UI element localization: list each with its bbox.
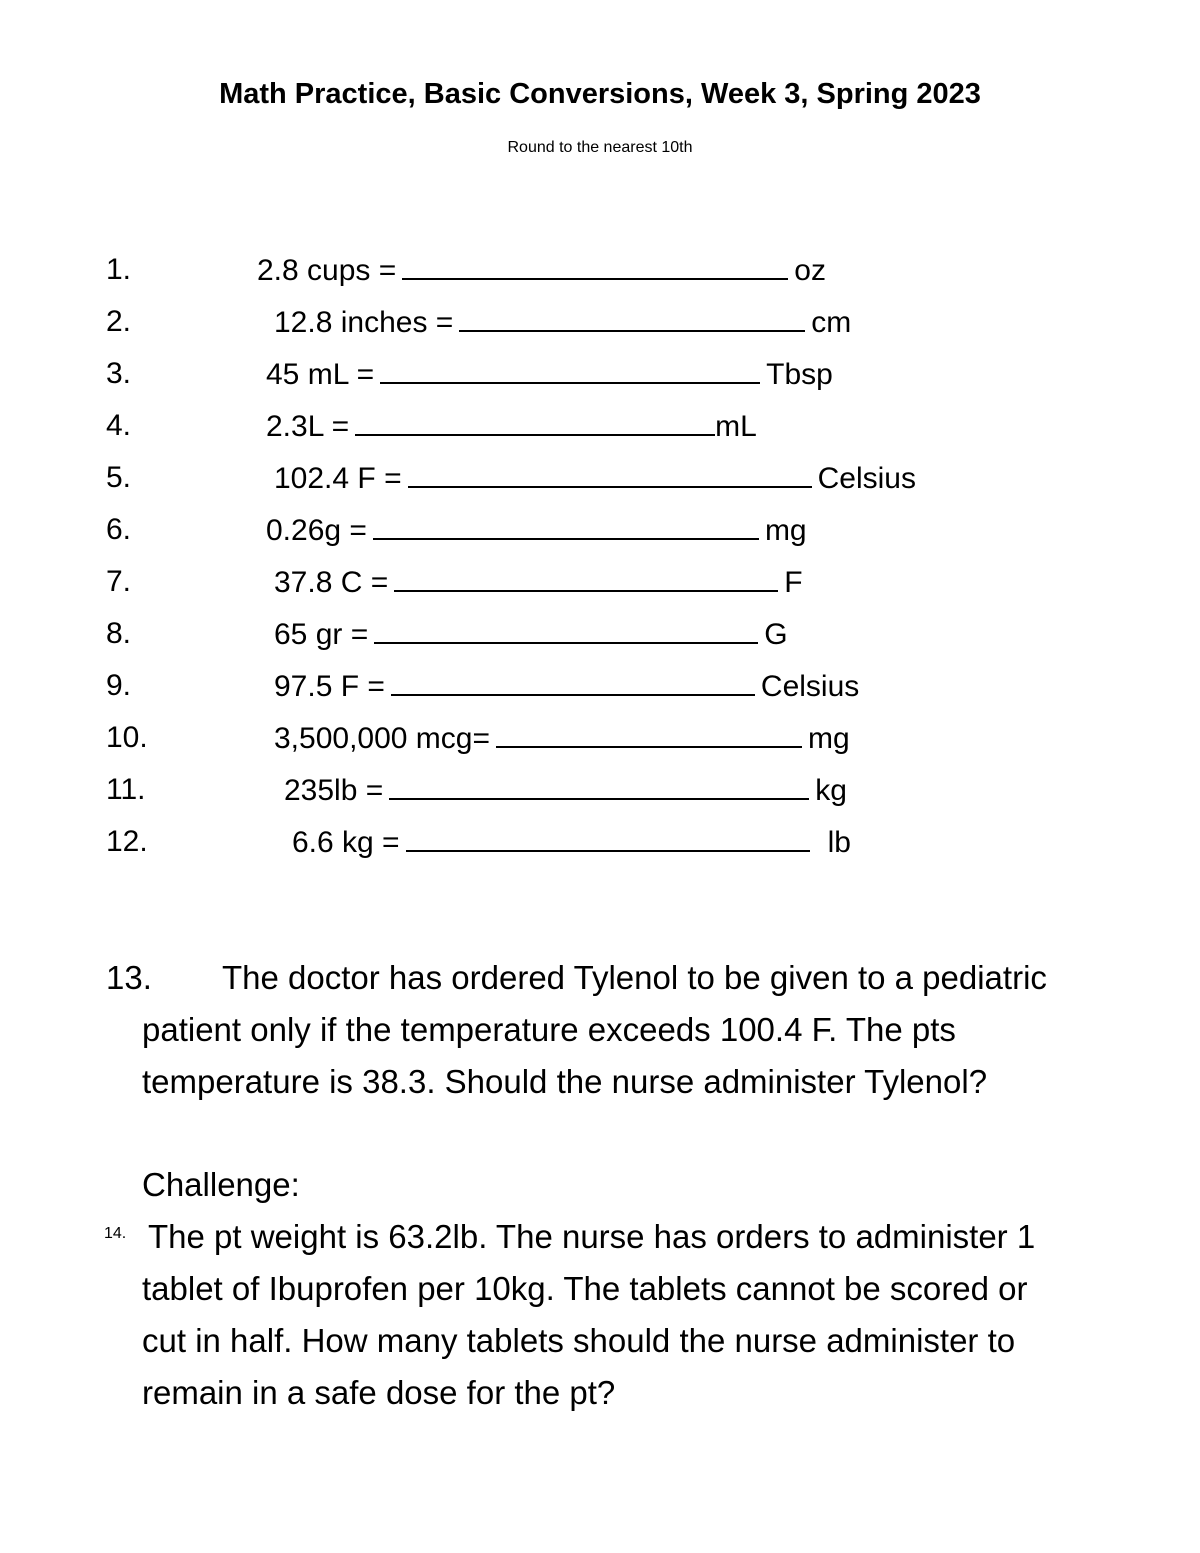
answer-blank[interactable]	[394, 562, 778, 592]
problem-unit: F	[784, 566, 803, 599]
problem-number: 10.	[106, 721, 148, 754]
problem-row	[0, 510, 1200, 562]
problem-body	[274, 458, 916, 499]
problem-14-line: The pt weight is 63.2lb. The nurse has orders to administer 1	[148, 1218, 1036, 1255]
problem-expression: 65 gr =	[274, 618, 369, 651]
problem-number: 9.	[106, 669, 132, 702]
problem-number: 1.	[106, 253, 132, 286]
problem-unit: G	[764, 618, 788, 651]
answer-blank[interactable]	[406, 822, 810, 852]
problem-unit: oz	[794, 254, 826, 287]
problem-expression: 97.5 F =	[274, 670, 385, 703]
problem-row	[0, 822, 1200, 874]
problem-14-line: cut in half. How many tablets should the nurse administer to	[142, 1322, 1016, 1359]
answer-blank[interactable]	[373, 510, 759, 540]
problem-body	[266, 510, 807, 551]
answer-blank[interactable]	[391, 666, 755, 696]
problem-body	[284, 770, 847, 811]
problem-13-number: 13.	[106, 959, 152, 996]
problem-expression: 37.8 C =	[274, 566, 389, 599]
answer-blank[interactable]	[380, 354, 760, 384]
problem-14-line: tablet of Ibuprofen per 10kg. The tablets cannot be scored or	[142, 1270, 1028, 1307]
problem-expression: 0.26g =	[266, 514, 367, 547]
problem-unit: cm	[811, 306, 852, 339]
problem-list	[0, 250, 1200, 874]
problem-unit: mL	[715, 410, 757, 443]
problem-row	[0, 770, 1200, 822]
answer-blank[interactable]	[496, 718, 802, 748]
problem-14-line: remain in a safe dose for the pt?	[142, 1374, 616, 1411]
problem-number: 11.	[106, 773, 146, 806]
problem-unit: mg	[808, 722, 850, 755]
problem-unit: Tbsp	[766, 358, 833, 391]
problem-number: 12.	[106, 825, 148, 858]
problem-row	[0, 614, 1200, 666]
problem-unit: Celsius	[817, 462, 916, 495]
problem-expression: 235lb =	[284, 774, 384, 807]
problem-14-number: 14.	[104, 1225, 127, 1242]
problem-number: 8.	[106, 617, 132, 650]
problem-row	[0, 406, 1200, 458]
problem-expression: 6.6 kg =	[292, 826, 400, 859]
problem-body	[266, 406, 757, 447]
answer-blank[interactable]	[408, 458, 812, 488]
problem-row	[0, 250, 1200, 302]
answer-blank[interactable]	[459, 302, 805, 332]
problem-body	[266, 354, 833, 395]
problem-body	[274, 614, 788, 655]
problem-body	[257, 250, 826, 291]
page-subtitle: Round to the nearest 10th	[507, 139, 693, 156]
problem-expression: 2.3L =	[266, 410, 350, 443]
problem-row	[0, 666, 1200, 718]
page-title: Math Practice, Basic Conversions, Week 3, Spring 2023	[219, 78, 981, 110]
problem-number: 6.	[106, 513, 132, 546]
problem-expression: 102.4 F =	[274, 462, 402, 495]
problem-number: 3.	[106, 357, 132, 390]
problem-body	[292, 822, 851, 863]
problem-expression: 2.8 cups =	[257, 254, 397, 287]
answer-blank[interactable]	[402, 250, 788, 280]
problem-unit: Celsius	[760, 670, 860, 703]
answer-blank[interactable]	[355, 406, 715, 436]
problem-row	[0, 458, 1200, 510]
problem-body	[274, 562, 803, 603]
problem-expression: 12.8 inches =	[274, 306, 454, 339]
problem-row	[0, 718, 1200, 770]
problem-expression: 45 mL =	[266, 358, 375, 391]
challenge-heading: Challenge:	[142, 1166, 300, 1203]
problem-number: 2.	[106, 305, 132, 338]
problem-body	[274, 666, 859, 707]
problem-number: 4.	[106, 409, 132, 442]
problem-unit: kg	[815, 774, 847, 807]
problem-body	[274, 718, 850, 759]
problem-expression: 3,500,000 mcg=	[274, 722, 490, 755]
problem-number: 7.	[106, 565, 132, 598]
problem-body	[274, 302, 851, 343]
problem-13-line: The doctor has ordered Tylenol to be given to a pediatric	[222, 959, 1047, 996]
answer-blank[interactable]	[389, 770, 809, 800]
problem-unit: lb	[827, 826, 851, 859]
problem-row	[0, 354, 1200, 406]
problem-13-line: temperature is 38.3. Should the nurse administer Tylenol?	[142, 1063, 988, 1100]
problem-row	[0, 562, 1200, 614]
problem-number: 5.	[106, 461, 132, 494]
answer-blank[interactable]	[374, 614, 758, 644]
problem-unit: mg	[764, 514, 807, 547]
problem-row	[0, 302, 1200, 354]
problem-13-line: patient only if the temperature exceeds 100.4 F. The pts	[142, 1011, 956, 1048]
